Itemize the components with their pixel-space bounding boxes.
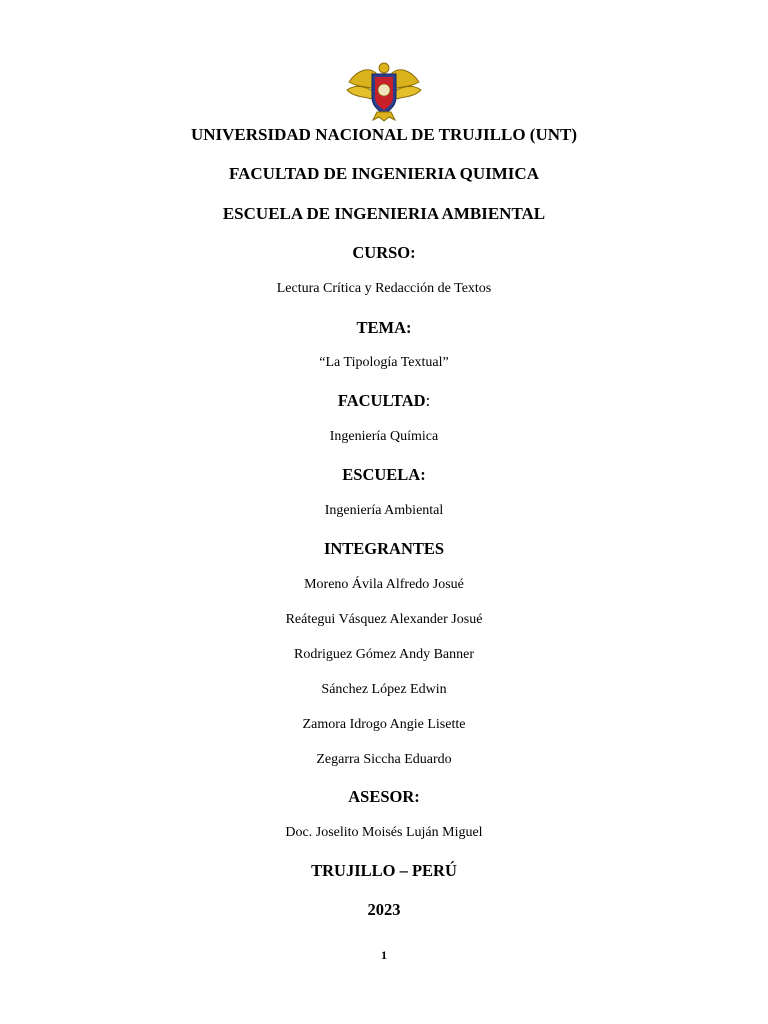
school-section-label: ESCUELA: bbox=[342, 465, 426, 484]
advisor-value: Doc. Joselito Moisés Luján Miguel bbox=[285, 825, 483, 840]
course-label: CURSO: bbox=[352, 243, 416, 262]
university-name: UNIVERSIDAD NACIONAL DE TRUJILLO (UNT) bbox=[190, 125, 578, 144]
school-name: ESCUELA DE INGENIERIA AMBIENTAL bbox=[222, 204, 546, 223]
university-crest-logo bbox=[343, 60, 425, 122]
faculty-section-label bbox=[0, 391, 768, 411]
year-line: 2023 bbox=[367, 900, 401, 919]
place-line: TRUJILLO – PERÚ bbox=[311, 861, 457, 880]
course-value: Lectura Crítica y Redacción de Textos bbox=[276, 281, 492, 296]
member-name: Moreno Ávila Alfredo Josué bbox=[304, 577, 464, 592]
member-name: Zamora Idrogo Angie Lisette bbox=[302, 717, 466, 732]
members-label: INTEGRANTES bbox=[323, 539, 445, 558]
school-section-value: Ingeniería Ambiental bbox=[324, 503, 444, 518]
member-name: Sánchez López Edwin bbox=[321, 682, 447, 697]
topic-value: “La Tipología Textual” bbox=[319, 355, 449, 370]
member-name: Zegarra Siccha Eduardo bbox=[316, 752, 452, 767]
faculty-section-value: Ingeniería Química bbox=[329, 429, 439, 444]
faculty-section-label-text: FACULTAD bbox=[337, 391, 426, 410]
member-name: Rodriguez Gómez Andy Banner bbox=[293, 647, 474, 662]
page-number: 1 bbox=[381, 948, 387, 962]
faculty-name: FACULTAD DE INGENIERIA QUIMICA bbox=[229, 164, 539, 183]
faculty-section-colon: : bbox=[425, 391, 431, 410]
topic-label: TEMA: bbox=[356, 318, 412, 337]
advisor-label: ASESOR: bbox=[348, 787, 420, 806]
member-name: Reátegui Vásquez Alexander Josué bbox=[285, 612, 483, 627]
